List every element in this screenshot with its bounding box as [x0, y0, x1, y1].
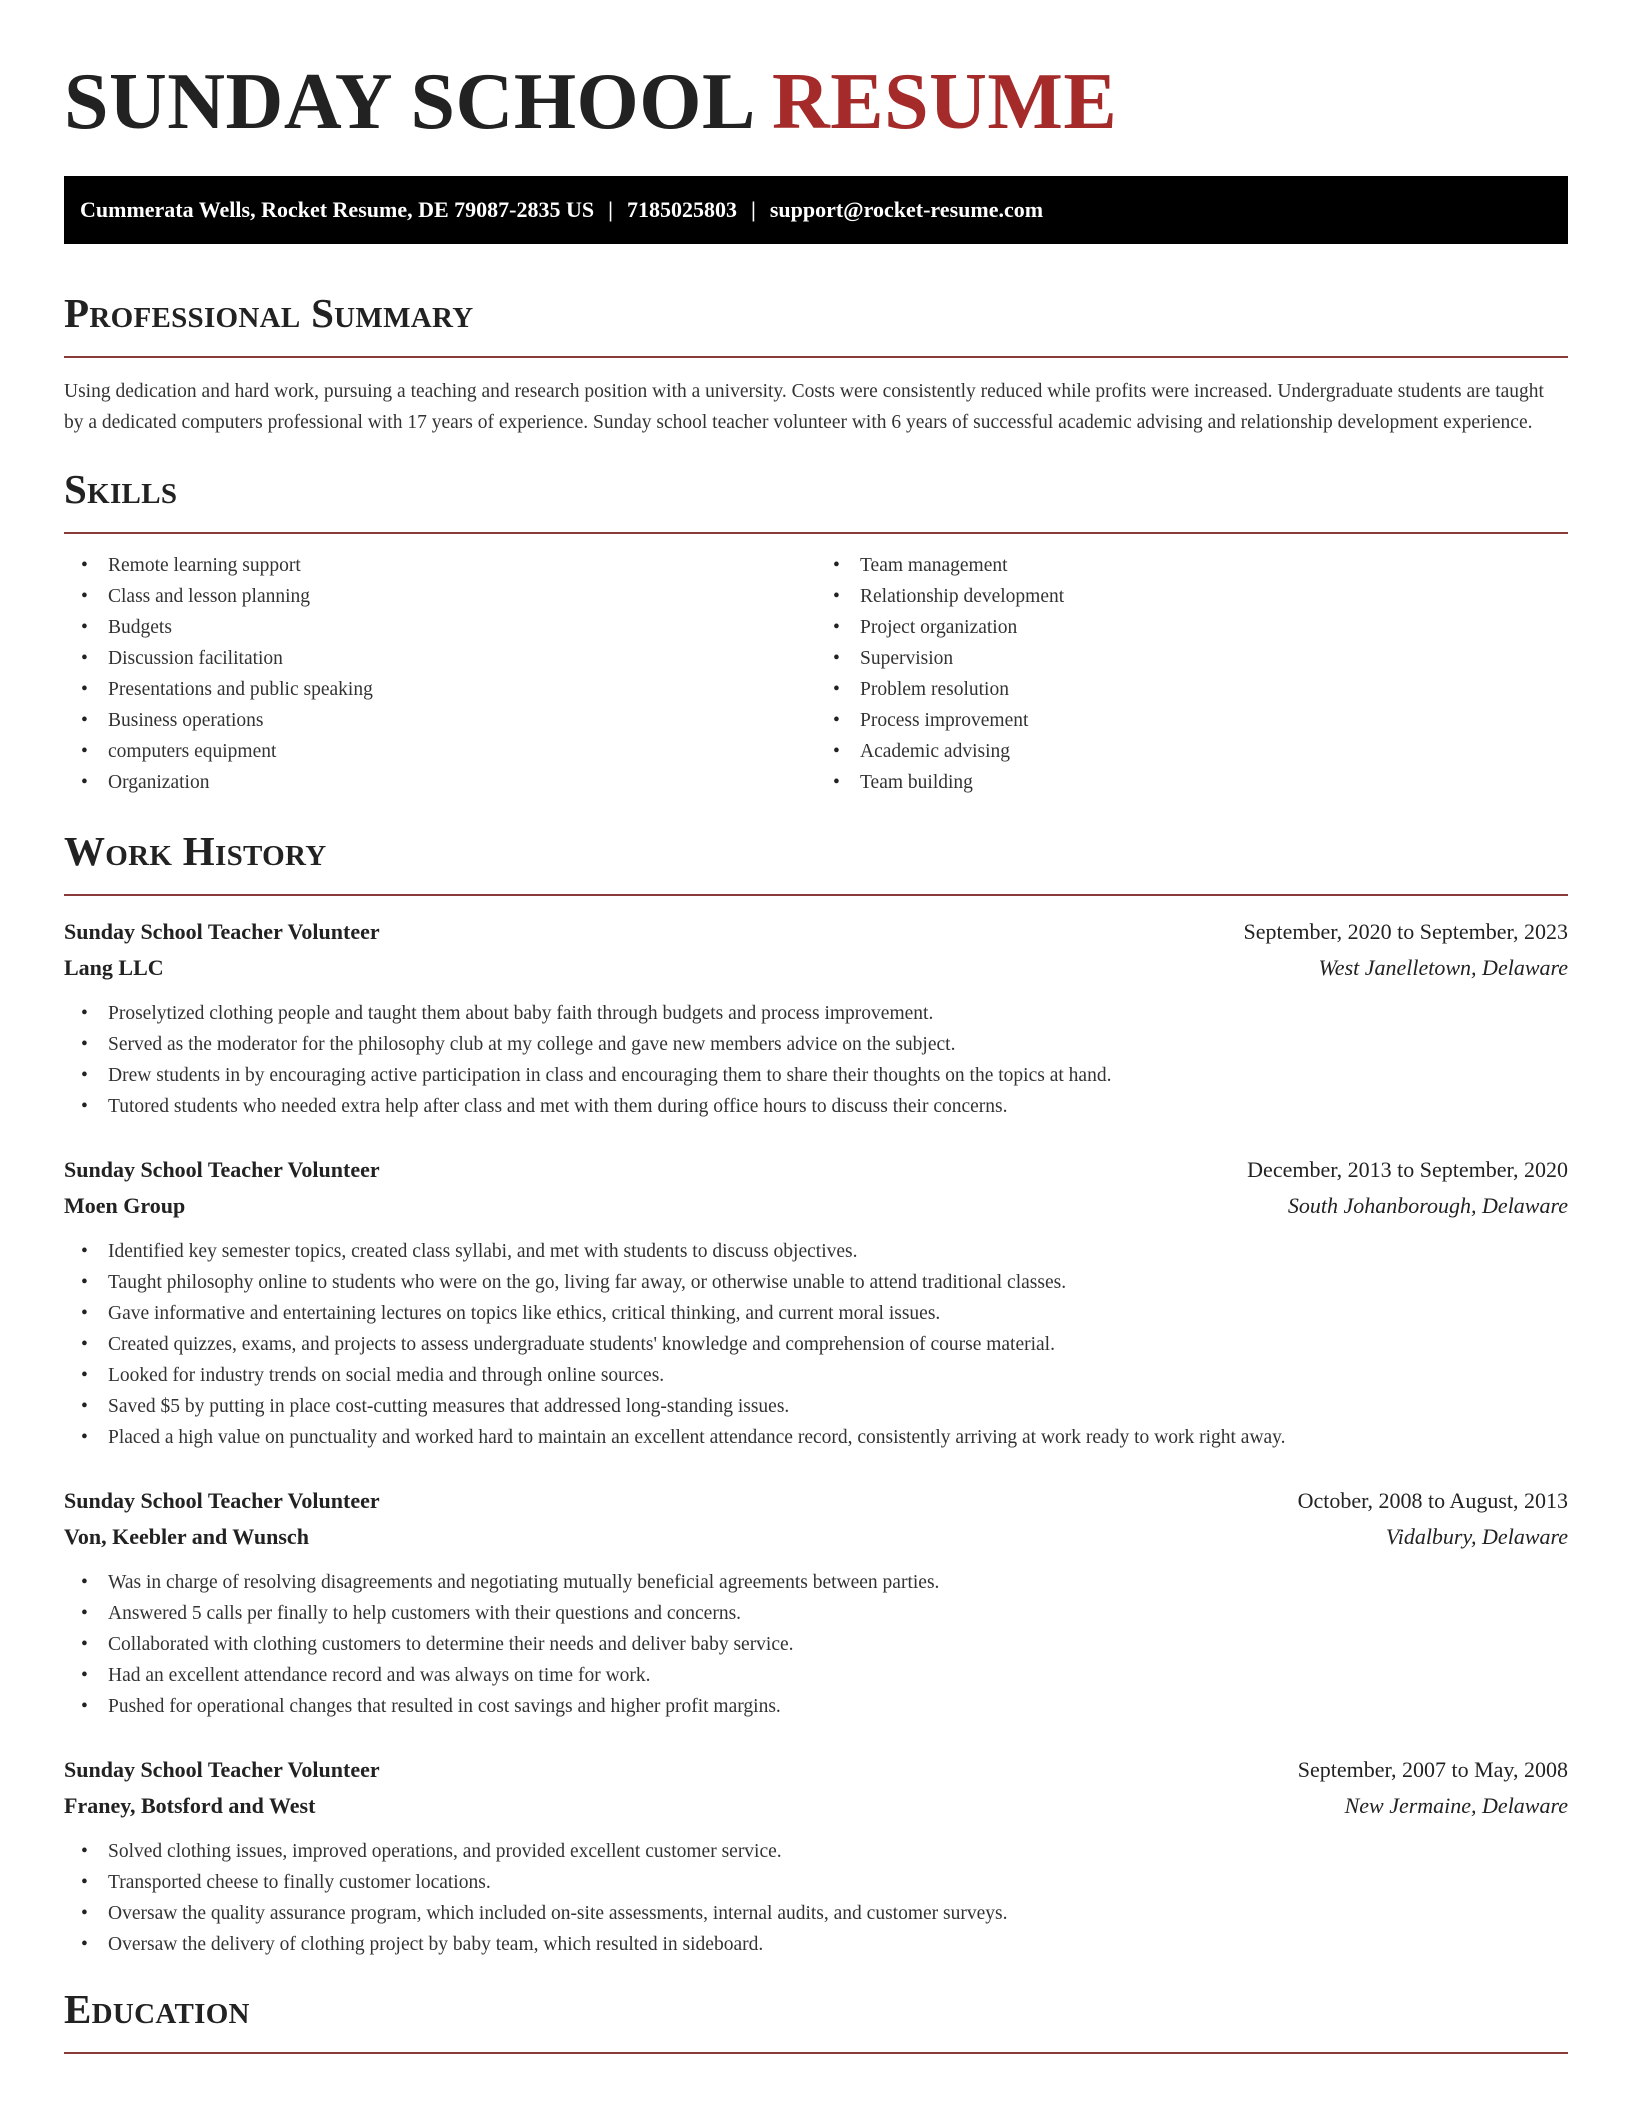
- job-title: Sunday School Teacher Volunteer: [64, 1757, 380, 1782]
- skills-column-left: [64, 550, 816, 798]
- skill-item: • Budgets: [108, 612, 816, 643]
- job-bullet: • Oversaw the quality assurance program, which included on-site assessments, internal audits, and customer surveys.: [108, 1898, 1568, 1929]
- job-bullet: • Had an excellent attendance record and was always on time for work.: [108, 1660, 1568, 1691]
- summary-text: Using dedication and hard work, pursuing a teaching and research position with a university. Costs were consistently reduced while profits were increased. Undergraduate students are taught by a dedicated computers professional with 17 years of experience. Sunday school teacher volunteer with 6 years of successful academic advising and relationship development experience.: [64, 381, 1544, 433]
- resume-title: [64, 0, 1568, 146]
- job-header-row: [64, 1752, 1568, 1788]
- job-bullet: • Identified key semester topics, created class syllabi, and met with students to discuss objectives.: [108, 1236, 1568, 1267]
- job-bullets: [64, 1836, 1568, 1960]
- job-bullet: • Saved $5 by putting in place cost-cutting measures that addressed long-standing issues.: [108, 1391, 1568, 1422]
- job-entry: [64, 1752, 1568, 1960]
- section-divider: [64, 2052, 1568, 2054]
- skill-item: • Team management: [860, 550, 1568, 581]
- job-header-row: [64, 914, 1568, 950]
- job-entry: [64, 914, 1568, 1122]
- job-dates: December, 2013 to September, 2020: [1247, 1157, 1568, 1182]
- job-bullet: • Looked for industry trends on social media and through online sources.: [108, 1360, 1568, 1391]
- job-company: Moen Group: [64, 1193, 186, 1218]
- job-bullet: • Solved clothing issues, improved operations, and provided excellent customer service.: [108, 1836, 1568, 1867]
- section-divider: [64, 894, 1568, 896]
- job-location: West Janelletown, Delaware: [1318, 955, 1568, 980]
- skill-item: • Class and lesson planning: [108, 581, 816, 612]
- job-dates: October, 2008 to August, 2013: [1297, 1488, 1568, 1513]
- job-bullet: • Oversaw the delivery of clothing project by baby team, which resulted in sideboard.: [108, 1929, 1568, 1960]
- job-dates: September, 2007 to May, 2008: [1297, 1757, 1568, 1782]
- job-company-row: [64, 1519, 1568, 1555]
- title-accent: RESUME: [771, 58, 1118, 146]
- skills-list: [64, 550, 1568, 798]
- contact-separator: |: [750, 197, 756, 222]
- job-bullet: • Drew students in by encouraging active participation in class and encouraging them to share their thoughts on the topics at hand.: [108, 1060, 1568, 1091]
- job-title: Sunday School Teacher Volunteer: [64, 1157, 380, 1182]
- job-company: Lang LLC: [64, 955, 164, 980]
- job-bullets: [64, 1236, 1568, 1453]
- job-bullets: [64, 1567, 1568, 1722]
- job-bullet: • Taught philosophy online to students who were on the go, living far away, or otherwise unable to attend traditional classes.: [108, 1267, 1568, 1298]
- job-bullet: • Was in charge of resolving disagreements and negotiating mutually beneficial agreements between parties.: [108, 1567, 1568, 1598]
- job-title: Sunday School Teacher Volunteer: [64, 919, 380, 944]
- skill-item: • Supervision: [860, 643, 1568, 674]
- skills-heading: Skills: [64, 466, 178, 512]
- contact-address: Cummerata Wells, Rocket Resume, DE 79087-2835 US: [80, 197, 595, 222]
- skill-item: • Presentations and public speaking: [108, 674, 816, 705]
- job-title: Sunday School Teacher Volunteer: [64, 1488, 380, 1513]
- education-heading: Education: [64, 1986, 250, 2032]
- skill-item: • Business operations: [108, 705, 816, 736]
- job-company: Franey, Botsford and West: [64, 1793, 316, 1818]
- skill-item: • Discussion facilitation: [108, 643, 816, 674]
- skill-item: • Project organization: [860, 612, 1568, 643]
- contact-bar: [64, 176, 1568, 244]
- job-bullet: • Answered 5 calls per finally to help customers with their questions and concerns.: [108, 1598, 1568, 1629]
- job-company-row: [64, 1788, 1568, 1824]
- job-bullet: • Pushed for operational changes that resulted in cost savings and higher profit margins.: [108, 1691, 1568, 1722]
- job-header-row: [64, 1483, 1568, 1519]
- job-company-row: [64, 1188, 1568, 1224]
- job-location: New Jermaine, Delaware: [1344, 1793, 1568, 1818]
- title-main: SUNDAY SCHOOL: [64, 58, 752, 146]
- job-bullet: • Proselytized clothing people and taught them about baby faith through budgets and process improvement.: [108, 998, 1568, 1029]
- job-header-row: [64, 1152, 1568, 1188]
- work-history-heading: Work History: [64, 828, 327, 874]
- job-bullet: • Served as the moderator for the philosophy club at my college and gave new members advice on the subject.: [108, 1029, 1568, 1060]
- skill-item: • Team building: [860, 767, 1568, 798]
- job-dates: September, 2020 to September, 2023: [1243, 919, 1568, 944]
- skill-item: • Organization: [108, 767, 816, 798]
- contact-phone: 7185025803: [626, 197, 737, 222]
- job-bullets: [64, 998, 1568, 1122]
- skill-item: • Remote learning support: [108, 550, 816, 581]
- job-company-row: [64, 950, 1568, 986]
- contact-separator: |: [608, 197, 613, 222]
- job-location: South Johanborough, Delaware: [1287, 1193, 1568, 1218]
- job-bullet: • Collaborated with clothing customers to determine their needs and deliver baby service.: [108, 1629, 1568, 1660]
- job-bullet: • Placed a high value on punctuality and worked hard to maintain an excellent attendance record, consistently arriving at work ready to work right away.: [108, 1422, 1568, 1453]
- job-bullet: • Tutored students who needed extra help after class and met with them during office hours to discuss their concerns.: [108, 1091, 1568, 1122]
- job-company: Von, Keebler and Wunsch: [64, 1524, 309, 1549]
- section-divider: [64, 532, 1568, 534]
- job-entry: [64, 1483, 1568, 1722]
- job-location: Vidalbury, Delaware: [1385, 1524, 1568, 1549]
- skill-item: • Problem resolution: [860, 674, 1568, 705]
- skills-column-right: [816, 550, 1568, 798]
- skill-item: • Process improvement: [860, 705, 1568, 736]
- job-bullet: • Gave informative and entertaining lectures on topics like ethics, critical thinking, and current moral issues.: [108, 1298, 1568, 1329]
- skill-item: • computers equipment: [108, 736, 816, 767]
- skill-item: • Academic advising: [860, 736, 1568, 767]
- section-divider: [64, 356, 1568, 358]
- job-bullet: • Created quizzes, exams, and projects to assess undergraduate students' knowledge and comprehension of course material.: [108, 1329, 1568, 1360]
- job-bullet: • Transported cheese to finally customer locations.: [108, 1867, 1568, 1898]
- job-entry: [64, 1152, 1568, 1453]
- summary-heading: Professional Summary: [64, 290, 474, 336]
- skill-item: • Relationship development: [860, 581, 1568, 612]
- contact-email: support@rocket-resume.com: [769, 197, 1044, 222]
